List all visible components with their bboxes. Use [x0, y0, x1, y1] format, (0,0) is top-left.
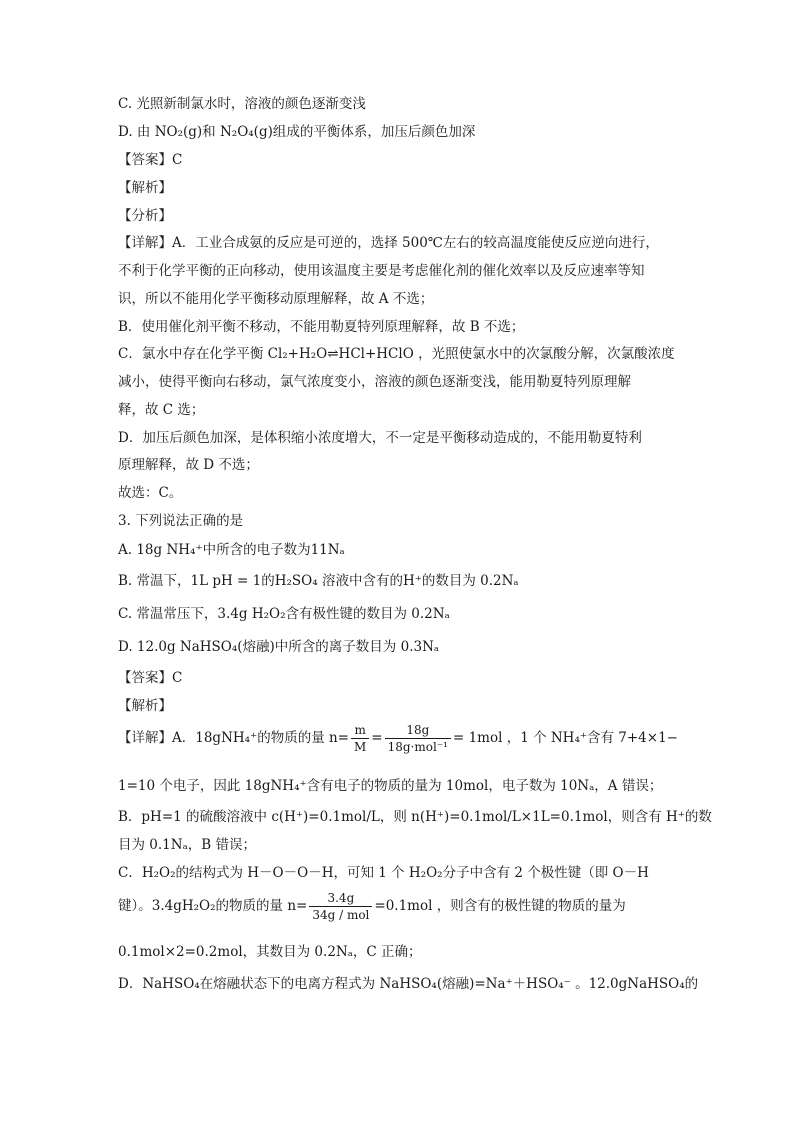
- fraction-m-over-M: [351, 722, 369, 755]
- fraction-denominator: 34g / mol: [312, 908, 370, 922]
- detail-line: 不利于化学平衡的正向移动，使用该温度主要是考虑催化剂的催化效率以及反应速率等知: [118, 263, 645, 279]
- formula-line: [118, 722, 678, 755]
- conclusion-line: 故选：C。: [118, 485, 183, 501]
- answer-label: 【答案】C: [118, 152, 183, 168]
- fraction-mass-over-molar: [385, 722, 451, 755]
- question-3-title: 3. 下列说法正确的是: [118, 513, 244, 529]
- fraction-mass-over-molar: [309, 890, 372, 923]
- question-3-option-b: B. 常温下，1L pH = 1的H₂SO₄ 溶液中含有的H⁺的数目为 0.2Nₐ: [118, 573, 519, 589]
- detail-line: 识，所以不能用化学平衡移动原理解释，故 A 不选；: [118, 291, 434, 307]
- fraction-denominator: M: [354, 740, 367, 754]
- answer-label: 【答案】C: [118, 670, 183, 686]
- detail-line: C．氯水中存在化学平衡 Cl₂+H₂O⇌HCl+HClO ，光照使氯水中的次氯酸分解，次氯酸浓度: [118, 346, 675, 362]
- formula-text: =0.1mol ，则含有的极性键的物质的量为: [374, 898, 626, 914]
- analysis-label: 【解析】: [118, 180, 172, 196]
- fraction-numerator: m: [351, 722, 369, 739]
- question-3-option-d: D. 12.0g NaHSO₄(熔融)中所含的离子数目为 0.3Nₐ: [118, 639, 440, 655]
- detail-line: 原理解释，故 D 不选；: [118, 457, 259, 473]
- question-3-option-c: C. 常温常压下，3.4g H₂O₂含有极性键的数目为 0.2Nₐ: [118, 606, 450, 622]
- fenxi-label: 【分析】: [118, 208, 172, 224]
- fraction-numerator: 18g: [385, 722, 451, 739]
- analysis-label: 【解析】: [118, 698, 172, 714]
- formula-line: [118, 890, 626, 923]
- question-3-option-a: A. 18g NH₄⁺中所含的电子数为11Nₐ: [118, 542, 345, 558]
- formula-text: 键）。3.4gH₂O₂的物质的量 n=: [118, 898, 308, 914]
- fraction-denominator: 18g·mol⁻¹: [387, 740, 448, 754]
- option-c-line: C. 光照新制氯水时，溶液的颜色逐渐变浅: [118, 96, 366, 112]
- detail-line: 释，故 C 选；: [118, 402, 205, 418]
- detail-line: 1=10 个电子，因此 18gNH₄⁺含有电子的物质的量为 10mol，电子数为 10Nₐ，A 错误；: [118, 778, 663, 794]
- detail-line: 【详解】A．工业合成氨的反应是可逆的，选择 500℃左右的较高温度能使反应逆向进行，: [118, 235, 659, 251]
- formula-text: =: [371, 730, 383, 746]
- detail-line: D．NaHSO₄在熔融状态下的电离方程式为 NaHSO₄(熔融)=Na⁺＋HSO₄⁻ 。12.0gNaHSO₄的: [118, 976, 699, 992]
- detail-line: 0.1mol×2=0.2mol，其数目为 0.2Nₐ，C 正确；: [118, 944, 422, 960]
- detail-line: B．pH=1 的硫酸溶液中 c(H⁺)=0.1mol/L，则 n(H⁺)=0.1mol/L×1L=0.1mol，则含有 H⁺的数: [118, 809, 712, 825]
- detail-line: C．H₂O₂的结构式为 H－O－O－H，可知 1 个 H₂O₂分子中含有 2 个极性键（即 O－H: [118, 865, 649, 881]
- formula-text: = 1mol ，1 个 NH₄⁺含有 7+4×1−: [452, 730, 678, 746]
- detail-line: 目为 0.1Nₐ，B 错误；: [118, 837, 256, 853]
- formula-text: 【详解】A．18gNH₄⁺的物质的量 n=: [118, 730, 349, 746]
- fraction-numerator: 3.4g: [309, 890, 372, 907]
- detail-line: B．使用催化剂平衡不移动，不能用勒夏特列原理解释，故 B 不选；: [118, 319, 525, 335]
- option-d-line: D. 由 NO₂(g)和 N₂O₄(g)组成的平衡体系，加压后颜色加深: [118, 124, 476, 140]
- detail-line: 减小，使得平衡向右移动，氯气浓度变小，溶液的颜色逐渐变浅，能用勒夏特列原理解: [118, 374, 631, 390]
- detail-line: D．加压后颜色加深，是体积缩小浓度增大，不一定是平衡移动造成的，不能用勒夏特利: [118, 430, 642, 446]
